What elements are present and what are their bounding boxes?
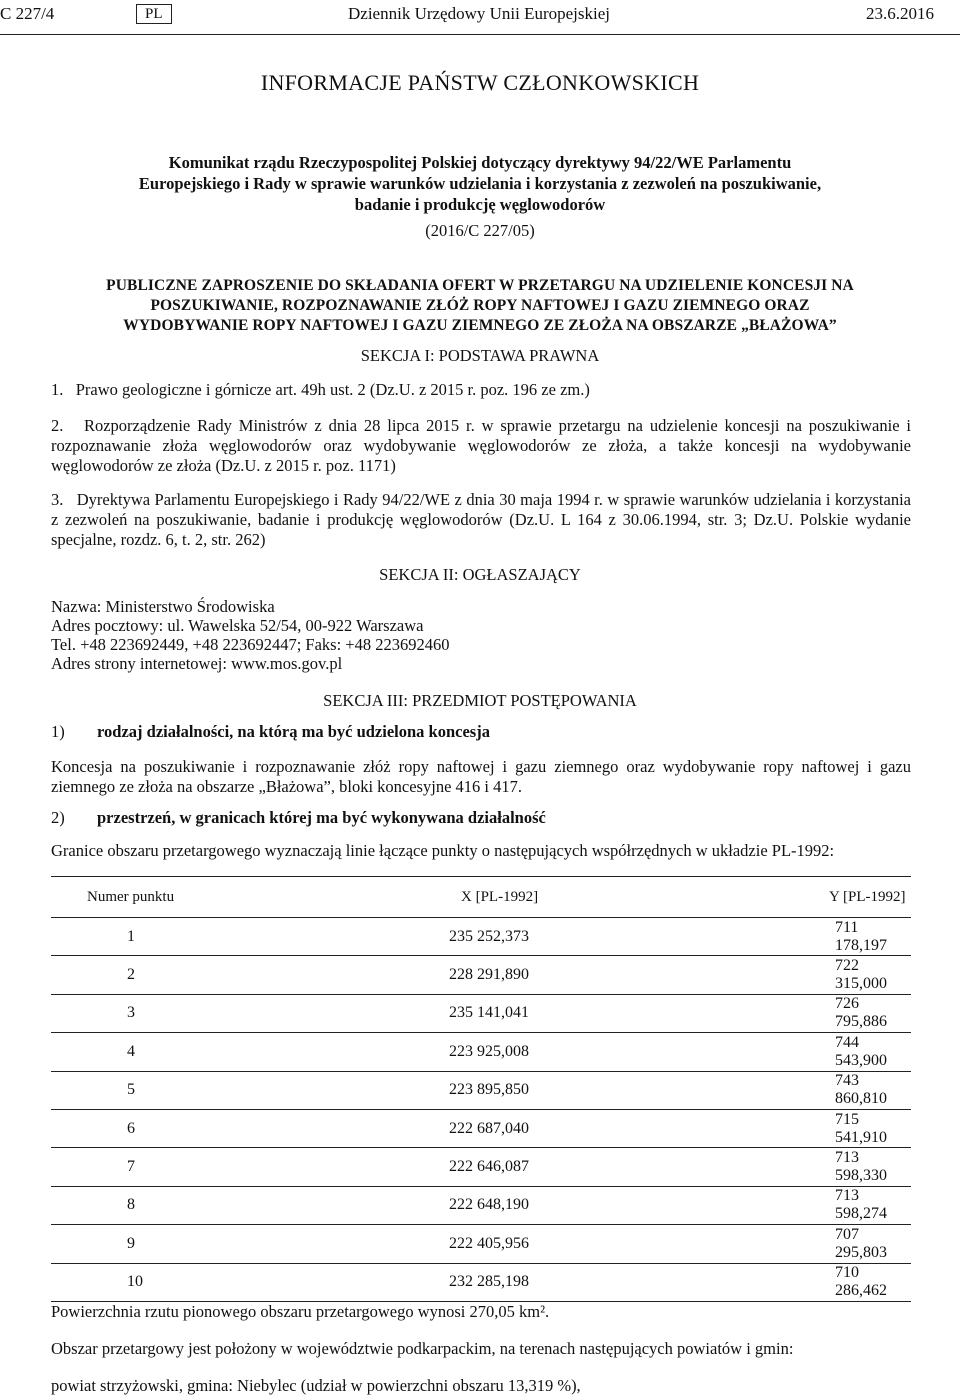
- announcer-website: Adres strony internetowej: www.mos.gov.pl: [51, 654, 343, 673]
- point-number: 5: [51, 1071, 417, 1109]
- x-coordinate: 235 252,373: [417, 918, 739, 956]
- document-title-line: Komunikat rządu Rzeczypospolitej Polskiej dotyczący dyrektywy 94/22/WE Parlamentu: [168, 153, 792, 172]
- invitation-heading: [0, 276, 960, 336]
- x-coordinate: 222 687,040: [417, 1109, 739, 1147]
- x-coordinate: 222 646,087: [417, 1148, 739, 1186]
- section-3-heading: SEKCJA III: PRZEDMIOT POSTĘPOWANIA: [323, 691, 637, 710]
- table-row: [51, 956, 911, 994]
- table-row: [51, 994, 911, 1032]
- point-number: 2: [51, 956, 417, 994]
- y-coordinate: 726 795,886: [739, 994, 911, 1032]
- x-coordinate: 228 291,890: [417, 956, 739, 994]
- language-code: PL: [136, 4, 172, 24]
- publication-date: 23.6.2016: [866, 4, 934, 23]
- column-header-x: X [PL-1992]: [417, 877, 739, 918]
- table-header-row: [51, 877, 911, 918]
- invitation-line: POSZUKIWANIE, ROZPOZNAWANIE ZŁÓŻ ROPY NAFTOWEJ I GAZU ZIEMNEGO ORAZ: [150, 297, 810, 314]
- announcer-phone: Tel. +48 223692449, +48 223692447; Faks: +48 223692460: [51, 635, 450, 654]
- section-1-heading: SEKCJA I: PODSTAWA PRAWNA: [360, 346, 600, 365]
- legal-basis-item-1: 1. Prawo geologiczne i górnicze art. 49h ust. 2 (Dz.U. z 2015 r. poz. 196 ze zm.): [51, 380, 590, 399]
- table-row: [51, 1148, 911, 1186]
- y-coordinate: 744 543,900: [739, 1033, 911, 1071]
- invitation-line: PUBLICZNE ZAPROSZENIE DO SKŁADANIA OFERT W PRZETARGU NA UDZIELENIE KONCESJI NA: [106, 277, 854, 294]
- table-row: [51, 1225, 911, 1263]
- document-title-line: Europejskiego i Rady w sprawie warunków udzielania i korzystania z zezwoleń na poszukiwanie,: [138, 174, 822, 193]
- county-statement: powiat strzyżowski, gmina: Niebylec (udział w powierzchni obszaru 13,319 %),: [51, 1376, 581, 1395]
- y-coordinate: 710 286,462: [739, 1263, 911, 1301]
- point-number: 7: [51, 1148, 417, 1186]
- announcer-name: Nazwa: Ministerstwo Środowiska: [51, 597, 275, 616]
- subsection-1-number: 1): [51, 722, 65, 741]
- y-coordinate: 743 860,810: [739, 1071, 911, 1109]
- y-coordinate: 715 541,910: [739, 1109, 911, 1147]
- point-number: 9: [51, 1225, 417, 1263]
- coordinates-table: [51, 876, 911, 1302]
- table-row: [51, 1263, 911, 1301]
- document-title: [0, 152, 960, 215]
- column-header-point: Numer punktu: [51, 877, 417, 918]
- table-row: [51, 1033, 911, 1071]
- y-coordinate: 713 598,274: [739, 1186, 911, 1224]
- legal-basis-item-2: 2. Rozporządzenie Rady Ministrów z dnia 28 lipca 2015 r. w sprawie przetargu na udzielenie koncesji na poszukiwanie i rozpoznawanie złoża węglowodorów oraz wydobywanie węglowodorów ze złoża, a także koncesji na wydobywanie węglowodorów ze złoża (Dz.U. z 2015 r. poz. 1171): [51, 416, 916, 475]
- point-number: 8: [51, 1186, 417, 1224]
- column-header-y: Y [PL-1992]: [739, 877, 911, 918]
- point-number: 4: [51, 1033, 417, 1071]
- x-coordinate: 235 141,041: [417, 994, 739, 1032]
- y-coordinate: 713 598,330: [739, 1148, 911, 1186]
- point-number: 3: [51, 994, 417, 1032]
- point-number: 6: [51, 1109, 417, 1147]
- location-statement: Obszar przetargowy jest położony w województwie podkarpackim, na terenach następujących powiatów i gmin:: [51, 1339, 794, 1358]
- x-coordinate: 223 925,008: [417, 1033, 739, 1071]
- table-row: [51, 1186, 911, 1224]
- table-row: [51, 1109, 911, 1147]
- document-title-line: badanie i produkcję węglowodorów: [354, 195, 606, 214]
- section-title: INFORMACJE PAŃSTW CZŁONKOWSKICH: [260, 70, 700, 95]
- subsection-2-title: przestrzeń, w granicach której ma być wykonywana działalność: [97, 808, 546, 827]
- subsection-2-number: 2): [51, 808, 65, 827]
- document-reference: (2016/C 227/05): [425, 221, 535, 240]
- y-coordinate: 707 295,803: [739, 1225, 911, 1263]
- y-coordinate: 711 178,197: [739, 918, 911, 956]
- x-coordinate: 232 285,198: [417, 1263, 739, 1301]
- point-number: 1: [51, 918, 417, 956]
- subsection-2-text: Granice obszaru przetargowego wyznaczają linie łączące punkty o następujących współrzędnych w układzie PL-1992:: [51, 841, 835, 860]
- legal-basis-item-3: 3. Dyrektywa Parlamentu Europejskiego i Rady 94/22/WE z dnia 30 maja 1994 r. w sprawie warunków udzielania i korzystania z zezwoleń na poszukiwanie, badanie i produkcję węglowodorów (Dz.U. L 164 z 30.06.1994, str. 3; Dz.U. Polskie wydanie specjalne, rozdz. 6, t. 2, str. 262): [51, 490, 916, 549]
- section-2-heading: SEKCJA II: OGŁASZAJĄCY: [379, 565, 581, 584]
- x-coordinate: 222 648,190: [417, 1186, 739, 1224]
- invitation-line: WYDOBYWANIE ROPY NAFTOWEJ I GAZU ZIEMNEGO ZE ZŁOŻA NA OBSZARZE „BŁAŻOWA”: [123, 317, 837, 334]
- header-rule: [0, 34, 960, 35]
- announcer-address: Adres pocztowy: ul. Wawelska 52/54, 00-922 Warszawa: [51, 616, 424, 635]
- page-reference: C 227/4: [0, 4, 55, 23]
- y-coordinate: 722 315,000: [739, 956, 911, 994]
- table-row: [51, 918, 911, 956]
- table-row: [51, 1071, 911, 1109]
- journal-name: Dziennik Urzędowy Unii Europejskiej: [348, 4, 611, 23]
- area-statement: Powierzchnia rzutu pionowego obszaru przetargowego wynosi 270,05 km².: [51, 1302, 550, 1321]
- subsection-1-text: Koncesja na poszukiwanie i rozpoznawanie złóż ropy naftowej i gazu ziemnego oraz wydobywanie ropy naftowej i gazu ziemnego ze złoża na obszarze „Błażowa”, bloki koncesyjne 416 i 417.: [51, 757, 911, 796]
- point-number: 10: [51, 1263, 417, 1301]
- x-coordinate: 222 405,956: [417, 1225, 739, 1263]
- subsection-1-title: rodzaj działalności, na którą ma być udzielona koncesja: [97, 722, 490, 741]
- x-coordinate: 223 895,850: [417, 1071, 739, 1109]
